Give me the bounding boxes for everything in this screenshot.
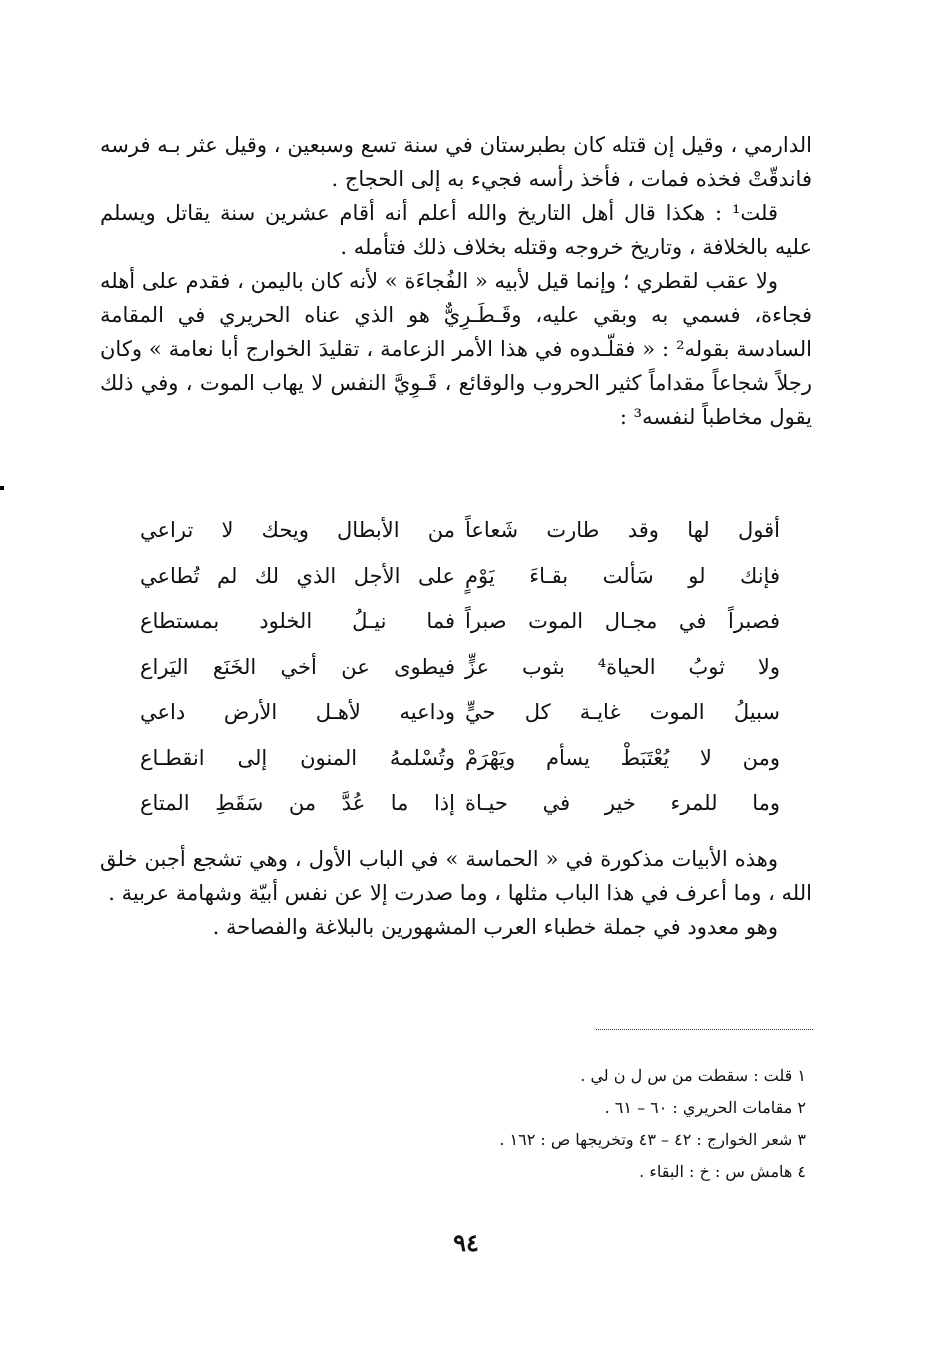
verse-first-hemistich: فصبراً في مجـال الموت صبراً xyxy=(465,609,780,633)
footnote-4: ٤ هامش س : خ : البقاء . xyxy=(639,1162,806,1181)
scan-edge-mark xyxy=(0,486,4,490)
poem-verse xyxy=(140,736,780,782)
main-text-upper xyxy=(100,128,812,434)
poem-verse xyxy=(140,690,780,736)
footnote-1: ١ قلت : سقطت من س ل ن لي . xyxy=(580,1066,806,1085)
verse-second-hemistich: فما نيـلُ الخلود بمستطاع xyxy=(140,609,455,633)
verse-first-hemistich: ومن لا يُعْتَبَطْ يسأم ويَهْرَمْ xyxy=(465,745,780,770)
verse-second-hemistich: إذا ما عُدَّ من سَقَطِ المتاع xyxy=(140,791,455,815)
footnotes xyxy=(300,1060,806,1188)
paragraph-note: قلت¹ : هكذا قال أهل التاريخ والله أعلم أنه أقام عشرين سنة يقاتل ويسلم عليه بالخلافة ، وتاريخ خروجه وقتله بخلاف ذلك فتأمله . xyxy=(100,201,812,259)
verse-second-hemistich: فيطوى عن أخي الخَنَع اليَراع xyxy=(140,654,455,679)
footnote-2: ٢ مقامات الحريري : ٦٠ – ٦١ . xyxy=(604,1098,806,1117)
verse-first-hemistich: ولا ثوبُ الحياة⁴ بثوب عزٍّ xyxy=(465,654,780,679)
poem-verse xyxy=(140,645,780,691)
verse-second-hemistich: وتُسْلمهُ المنون إلى انقطـاع xyxy=(140,745,455,770)
verse-second-hemistich: على الأجل الذي لك لم تُطاعي xyxy=(140,563,455,588)
main-text-lower xyxy=(100,842,812,944)
page-number: ٩٤ xyxy=(453,1228,479,1257)
footnote-3: ٣ شعر الخوارج : ٤٢ – ٤٣ وتخريجها ص : ١٦٢ . xyxy=(499,1130,806,1149)
verse-first-hemistich: وما للمرء خير في حيـاة xyxy=(465,791,780,815)
poem-verse xyxy=(140,508,780,554)
paragraph-eloquence: وهو معدود في جملة خطباء العرب المشهورين بالبلاغة والفصاحة . xyxy=(212,915,778,939)
verse-second-hemistich: من الأبطال ويحك لا تراعي xyxy=(140,518,455,542)
poem-verse xyxy=(140,599,780,645)
poem-verse xyxy=(140,781,780,827)
paragraph-hamasa: وهذه الأبيات مذكورة في « الحماسة » في الباب الأول ، وهي تشجع أجبن خلق الله ، وما أعرف في هذا الباب مثلها ، وما صدرت إلا عن نفس أبيّة وشهامة عربية . xyxy=(100,847,812,905)
paragraph-lineage: ولا عقب لقطري ؛ وإنما قيل لأبيه « الفُجاءَة » لأنه كان باليمن ، فقدم على أهله فجاءة، فسمي به وبقي عليه، وقَـطَـرِيٌّ هو الذي عناه الحريري في المقامة السادسة بقوله² : « فقلّـدوه في هذا الأمر الزعامة ، تقليدَ الخوارج أبا نعامة » وكان رجلاً شجاعاً مقداماً كثير الحروب والوقائع ، قَـوِيَّ النفس لا يهاب الموت ، وفي ذلك يقول مخاطباً لنفسه³ : xyxy=(100,269,812,429)
verse-first-hemistich: سبيلُ الموت غايـة كل حيٍّ xyxy=(465,700,780,724)
poem xyxy=(140,508,780,827)
verse-first-hemistich: أقول لها وقد طارت شَعاعاً xyxy=(465,518,780,542)
paragraph-continuation: الدارمي ، وقيل إن قتله كان بطبرستان في سنة تسع وسبعين ، وقيل عثر بـه فرسه فاندقّتْ فخذه فمات ، فأخذ رأسه فجيء به إلى الحجاج . xyxy=(100,133,812,191)
verse-first-hemistich: فإنك لو سَألت بقـاءَ يَوْمٍ xyxy=(465,563,780,588)
verse-second-hemistich: وداعيه لأهـل الأرض داعي xyxy=(140,700,455,724)
footnote-separator xyxy=(596,1029,813,1030)
poem-verse xyxy=(140,554,780,600)
